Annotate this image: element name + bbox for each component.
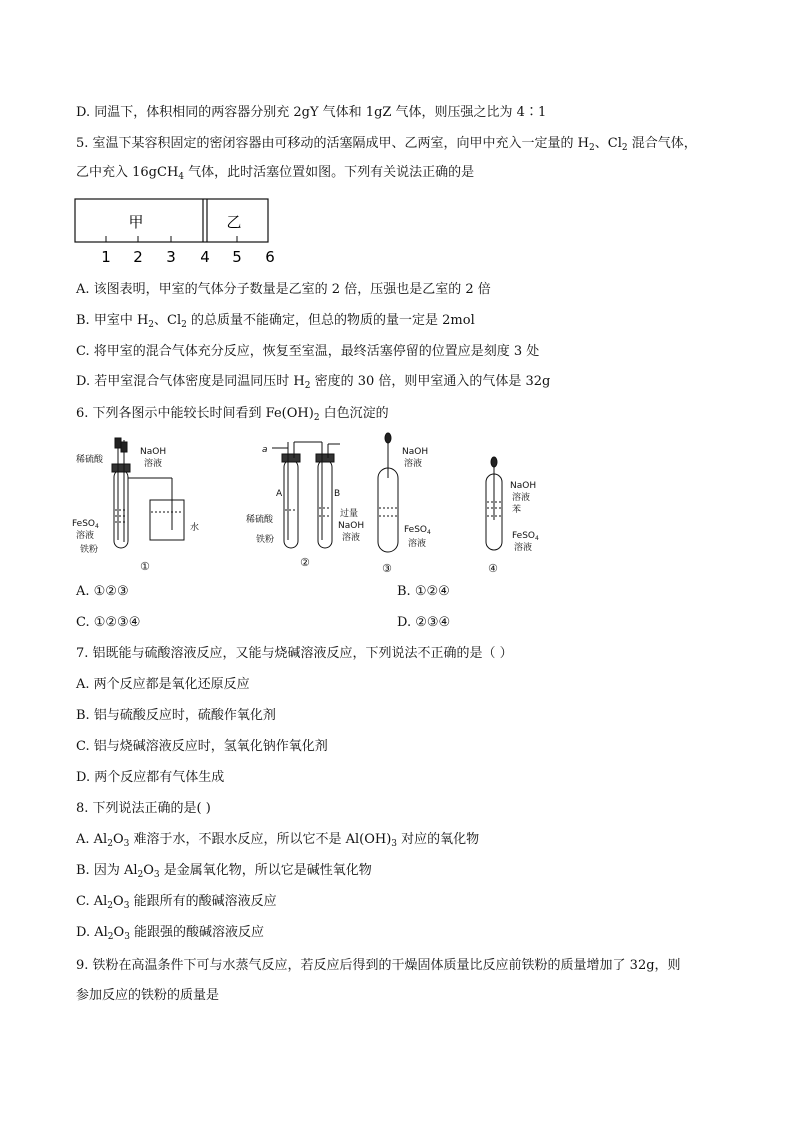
q6-option-b: B. ①②④ xyxy=(397,584,450,599)
tick-label: 1 xyxy=(101,248,111,266)
apparatus-2 xyxy=(272,442,340,548)
tick-label: 3 xyxy=(166,248,176,266)
figure-number-3: ③ xyxy=(382,562,392,575)
label-sol-3: 溶液 xyxy=(404,459,423,469)
label-valve-a: a xyxy=(262,445,268,455)
label-fe-2: 铁粉 xyxy=(256,535,275,545)
q6-option-c: C. ①②③④ xyxy=(76,615,141,630)
label-benzene-4: 苯 xyxy=(512,505,522,515)
label-feso4-3: FeSO$_4$ xyxy=(404,525,431,536)
q9-stem-line2: 参加反应的铁粉的质量是 xyxy=(76,988,220,1003)
tick-label: 4 xyxy=(200,248,210,266)
tick-label: 5 xyxy=(232,248,242,266)
q5-stem-line2: 乙中充入 16gCH$_4$ 气体，此时活塞位置如图。下列有关说法正确的是 xyxy=(76,165,475,182)
q5-option-d: D. 若甲室混合气体密度是同温同压时 $H_2$ 密度的 30 倍，则甲室通入的气体是 32g xyxy=(76,374,551,391)
q9-stem-line1: 9. 铁粉在高温条件下可与水蒸气反应，若反应后得到的干燥固体质量比反应前铁粉的质量增加了 32g，则 xyxy=(76,958,681,973)
piston-container-diagram xyxy=(74,198,279,268)
q8-option-c: C. $Al_2O_3$ 能跟所有的酸碱溶液反应 xyxy=(76,894,277,911)
label-naoh-1: NaOH xyxy=(140,447,167,457)
label-naoh-1b: 溶液 xyxy=(144,459,163,469)
q8-stem: 8. 下列说法正确的是( ) xyxy=(76,801,211,816)
label-naoh-3: NaOH xyxy=(402,447,429,457)
label-sol-4: 溶液 xyxy=(512,493,531,503)
q8-option-a: A. $Al_2O_3$ 难溶于水，不跟水反应，所以它不是 $Al(OH)_3$ 对应的氧化物 xyxy=(76,832,480,849)
label-acid-2: 稀硫酸 xyxy=(246,515,274,525)
label-sol-4b: 溶液 xyxy=(514,543,533,553)
label-sol-3b: 溶液 xyxy=(408,539,427,549)
figure-number-4: ④ xyxy=(488,562,498,575)
label-sol-1: 溶液 xyxy=(76,531,95,541)
q6-stem: 6. 下列各图示中能较长时间看到 $Fe(OH)_2$ 白色沉淀的 xyxy=(76,406,389,423)
q6-option-a: A. ①②③ xyxy=(76,584,129,599)
chamber-yi-label: 乙 xyxy=(226,213,242,231)
label-excess-2: 过量 xyxy=(340,509,359,519)
q7-option-b: B. 铝与硫酸反应时，硫酸作氧化剂 xyxy=(76,708,276,723)
q7-option-d: D. 两个反应都有气体生成 xyxy=(76,770,225,785)
q5-option-a: A. 该图表明，甲室的气体分子数量是乙室的 2 倍，压强也是乙室的 2 倍 xyxy=(76,282,491,297)
label-tube-A: A xyxy=(276,489,283,499)
figure-number-1: ① xyxy=(140,560,150,573)
q7-option-a: A. 两个反应都是氧化还原反应 xyxy=(76,677,250,692)
label-naoh-2: NaOH xyxy=(338,521,365,531)
label-water-1: 水 xyxy=(190,523,200,533)
tick-label: 6 xyxy=(265,248,275,266)
q7-stem: 7. 铝既能与硫酸溶液反应，又能与烧碱溶液反应，下列说法不正确的是（ ） xyxy=(76,646,513,661)
label-fe-1: 铁粉 xyxy=(80,545,99,555)
q5-option-b: B. 甲室中 $H_2$、$Cl_2$ 的总质量不能确定，但总的物质的量一定是 2mol xyxy=(76,313,475,330)
tick-label: 2 xyxy=(133,248,143,266)
q4-option-d: D. 同温下，体积相同的两容器分别充 2gY 气体和 1gZ 气体，则压强之比为 4∶1 xyxy=(76,105,547,120)
q8-option-b: B. 因为 $Al_2O_3$ 是金属氧化物，所以它是碱性氧化物 xyxy=(76,863,372,880)
q8-option-d: D. $Al_2O_3$ 能跟强的酸碱溶液反应 xyxy=(76,925,265,942)
q5-option-c: C. 将甲室的混合气体充分反应，恢复至室温，最终活塞停留的位置应是刻度 3 处 xyxy=(76,344,540,359)
label-feso4-4: FeSO$_4$ xyxy=(512,531,539,542)
label-tube-B: B xyxy=(334,489,341,499)
label-feso4-1: FeSO$_4$ xyxy=(72,519,99,530)
apparatus-figures xyxy=(72,430,572,578)
apparatus-3 xyxy=(378,433,398,552)
apparatus-4 xyxy=(486,457,502,550)
q6-option-d: D. ②③④ xyxy=(397,615,451,630)
figure-number-2: ② xyxy=(300,556,310,569)
q7-option-c: C. 铝与烧碱溶液反应时，氢氧化钠作氧化剂 xyxy=(76,739,328,754)
label-acid-1: 稀硫酸 xyxy=(76,455,104,465)
label-naoh-4: NaOH xyxy=(510,481,537,491)
label-sol-2: 溶液 xyxy=(342,533,361,543)
chamber-jia-label: 甲 xyxy=(128,213,144,231)
q5-stem-line1: 5. 室温下某容积固定的密闭容器由可移动的活塞隔成甲、乙两室，向甲中充入一定量的 $H_2$、$Cl_2$ 混合气体， xyxy=(76,136,697,153)
